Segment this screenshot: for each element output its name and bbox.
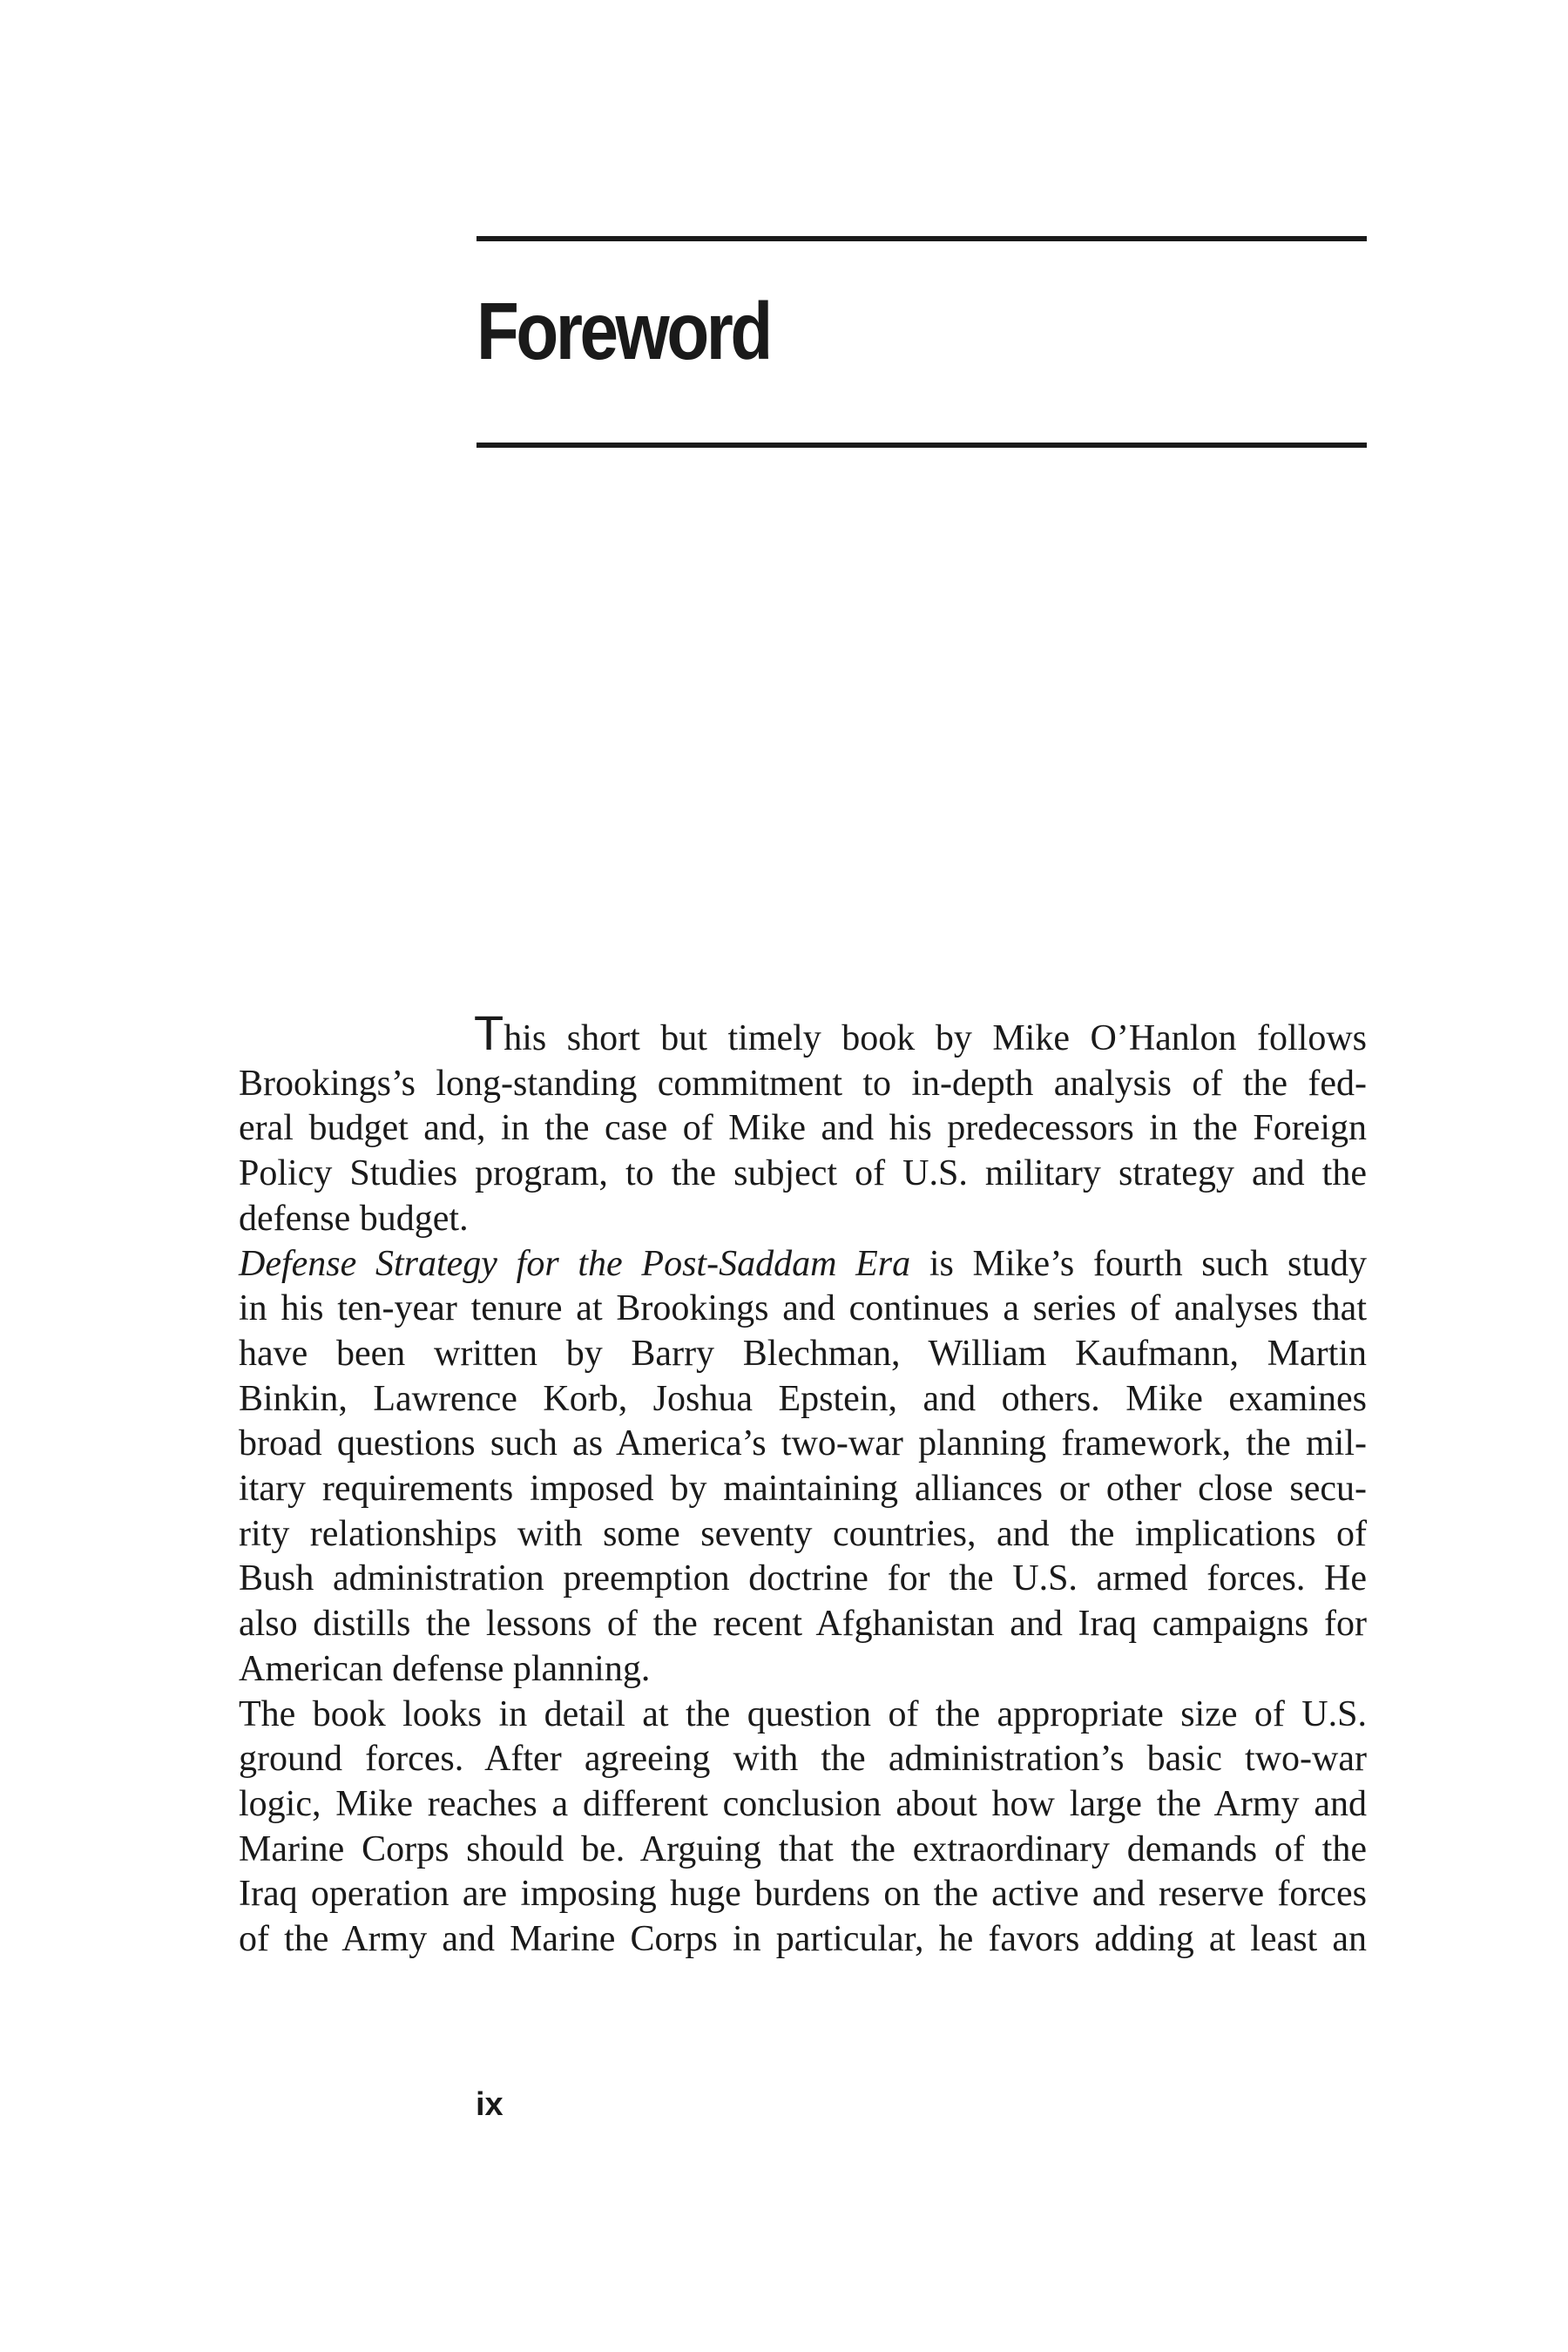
text-line: in his ten-year tenure at Brookings and continues a series of analyses that — [239, 1288, 1367, 1329]
text-line: Bush administration preemption doctrine for the U.S. armed forces. He — [239, 1558, 1367, 1599]
body-text — [239, 1005, 1367, 1963]
text-line: of the Army and Marine Corps in particular, he favors adding at least an — [239, 1919, 1367, 1960]
text-line-content: his short but timely book by Mike O’Hanlon follows — [504, 1018, 1367, 1058]
text-line-content: is Mike’s fourth such study — [910, 1243, 1367, 1284]
text-line: eral budget and, in the case of Mike and his predecessors in the Foreign — [239, 1108, 1367, 1149]
top-rule — [476, 236, 1367, 241]
text-line: defense budget. — [239, 1198, 469, 1239]
text-line: rity relationships with some seventy countries, and the implications of — [239, 1513, 1367, 1554]
book-title: Defense Strategy for the Post-Saddam Era — [239, 1243, 911, 1284]
text-line: American defense planning. — [239, 1648, 651, 1689]
text-line: also distills the lessons of the recent Afghanistan and Iraq campaigns for — [239, 1604, 1367, 1645]
text-line: Binkin, Lawrence Korb, Joshua Epstein, and others. Mike examines — [239, 1378, 1367, 1419]
chapter-title: Foreword — [476, 286, 770, 376]
text-line — [239, 1242, 1367, 1288]
drop-cap: T — [474, 1005, 504, 1060]
text-line: itary requirements imposed by maintaining alliances or other close secu- — [239, 1469, 1367, 1510]
text-line: The book looks in detail at the question of the appropriate size of U.S. — [239, 1693, 1367, 1734]
text-line — [239, 1005, 1367, 1062]
text-line: Policy Studies program, to the subject of U.S. military strategy and the — [239, 1153, 1367, 1194]
text-line: Iraq operation are imposing huge burdens on the active and reserve forces — [239, 1874, 1367, 1915]
text-line: logic, Mike reaches a different conclusion about how large the Army and — [239, 1783, 1367, 1824]
text-line: Marine Corps should be. Arguing that the extraordinary demands of the — [239, 1828, 1367, 1869]
text-line: Brookings’s long-standing commitment to in-depth analysis of the fed- — [239, 1063, 1367, 1104]
text-line: ground forces. After agreeing with the administration’s basic two-war — [239, 1739, 1367, 1780]
text-line: broad questions such as America’s two-war planning framework, the mil- — [239, 1423, 1367, 1464]
text-line: have been written by Barry Blechman, William Kaufmann, Martin — [239, 1333, 1367, 1374]
page-number: ix — [476, 2086, 504, 2123]
bottom-rule — [476, 443, 1367, 448]
